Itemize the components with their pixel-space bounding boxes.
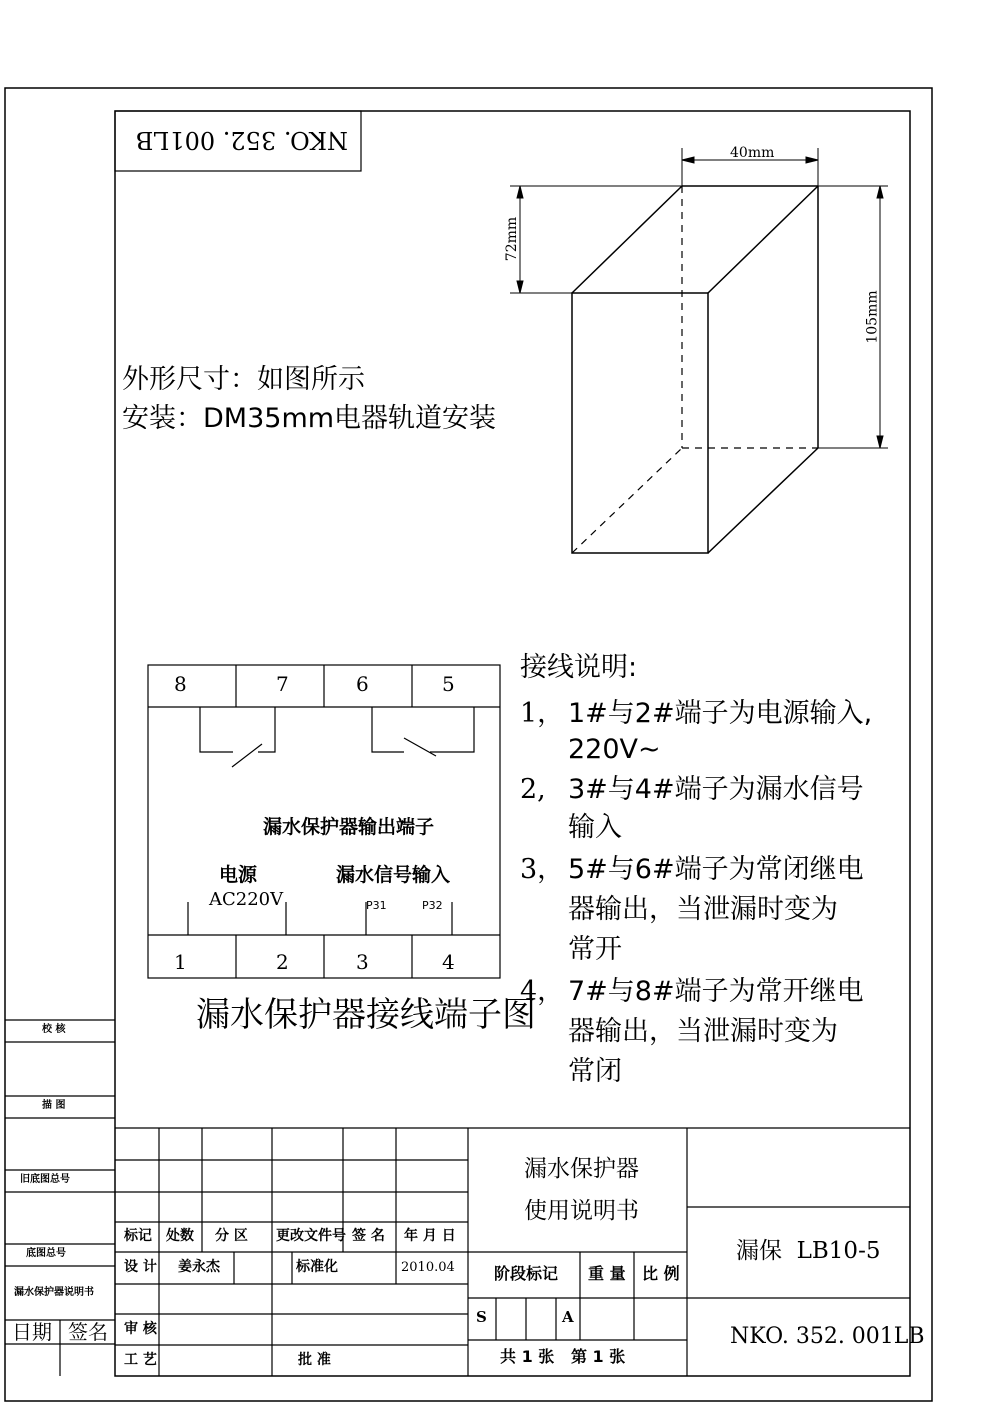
wiring-item-line: 常开 — [568, 934, 622, 965]
wiring-item-number: 3， — [520, 854, 565, 885]
scale-label: 比 例 — [642, 1264, 680, 1283]
p32-label: P32 — [422, 899, 443, 912]
design-date: 2010.04 — [401, 1260, 455, 1275]
product-title-line2: 使用说明书 — [524, 1198, 639, 1224]
terminal-5: 5 — [442, 672, 455, 696]
header-mark: 标记 — [124, 1228, 152, 1244]
sign-label: 签名 — [68, 1320, 108, 1344]
old-base-number-label: 旧底图总号 — [20, 1174, 70, 1185]
width-dimension-label: 40mm — [730, 145, 775, 161]
wiring-item-line: 5#与6#端子为常闭继电 — [568, 854, 864, 885]
approve-label: 批 准 — [298, 1352, 331, 1368]
drawing-number: NKO. 352. 001LB — [730, 1324, 925, 1349]
terminal-7: 7 — [276, 672, 289, 696]
wiring-item-number: 2, — [520, 774, 546, 805]
terminal-3: 3 — [356, 950, 369, 974]
wiring-item-line: 1#与2#端子为电源输入, — [568, 698, 873, 729]
height-dimension-label: 105mm — [864, 290, 881, 344]
wiring-item-line: 输入 — [568, 812, 622, 843]
wiring-item-line: 常闭 — [568, 1056, 622, 1087]
terminal-6: 6 — [356, 672, 369, 696]
wiring-item-line: 器输出，当泄漏时变为 — [568, 1016, 838, 1047]
header-count: 处数 — [166, 1228, 194, 1244]
header-signature: 签 名 — [352, 1228, 385, 1244]
signal-input-label: 漏水信号输入 — [336, 864, 451, 886]
box-hidden-lines — [572, 186, 818, 553]
designer-name: 姜永杰 — [178, 1259, 220, 1275]
wiring-item-line: 3#与4#端子为漏水信号 — [568, 774, 864, 805]
box-3d — [572, 186, 818, 553]
diagram-caption: 漏水保护器接线端子图 — [196, 995, 536, 1035]
design-label: 设 计 — [124, 1259, 157, 1275]
header-zone: 分 区 — [215, 1228, 248, 1244]
sheet-count: 共 1 张 第 1 张 — [500, 1347, 626, 1366]
terminal-1: 1 — [174, 950, 187, 974]
rotated-drawing-code: NKO. 352. 001LB — [135, 126, 348, 154]
power-voltage-label: AC220V — [209, 889, 284, 910]
install-note: 安装：DM35mm电器轨道安装 — [122, 403, 497, 434]
model-number: 漏保 LB10-5 — [736, 1238, 881, 1264]
wiring-heading: 接线说明: — [520, 652, 638, 683]
weight-label: 重 量 — [588, 1264, 626, 1283]
shape-note: 外形尺寸：如图所示 — [122, 364, 365, 395]
product-title-line1: 漏水保护器 — [524, 1156, 639, 1182]
stage-a: A — [562, 1308, 574, 1326]
wiring-item-number: 4， — [520, 976, 565, 1007]
wiring-item-line: 7#与8#端子为常开继电 — [568, 976, 864, 1007]
p31-label: P31 — [366, 899, 387, 912]
doc-name-label: 漏水保护器说明书 — [14, 1287, 94, 1298]
header-change-doc: 更改文件号 — [276, 1228, 346, 1244]
terminal-8: 8 — [174, 672, 187, 696]
depth-dimension-label: 72mm — [504, 216, 521, 262]
standardization-label: 标准化 — [296, 1259, 338, 1275]
base-number-label: 底图总号 — [26, 1248, 66, 1259]
date-label: 日期 — [12, 1320, 52, 1344]
header-date: 年 月 日 — [404, 1228, 456, 1244]
wiring-item-line: 器输出，当泄漏时变为 — [568, 894, 838, 925]
terminal-4: 4 — [442, 950, 455, 974]
output-terminal-label: 漏水保护器输出端子 — [263, 816, 435, 838]
wiring-item-line: 220V~ — [568, 734, 661, 765]
check-label: 校 核 — [42, 1024, 66, 1035]
wiring-item-number: 1， — [520, 698, 565, 729]
power-label: 电源 — [219, 864, 258, 886]
stage-s: S — [476, 1308, 487, 1326]
stage-mark-label: 阶段标记 — [494, 1264, 559, 1283]
terminal-2: 2 — [276, 950, 289, 974]
trace-label: 描 图 — [42, 1100, 66, 1111]
inner-frame — [115, 111, 910, 1376]
review-label: 审 核 — [124, 1321, 157, 1337]
dimension-lines — [510, 145, 888, 448]
process-label: 工 艺 — [124, 1352, 157, 1368]
